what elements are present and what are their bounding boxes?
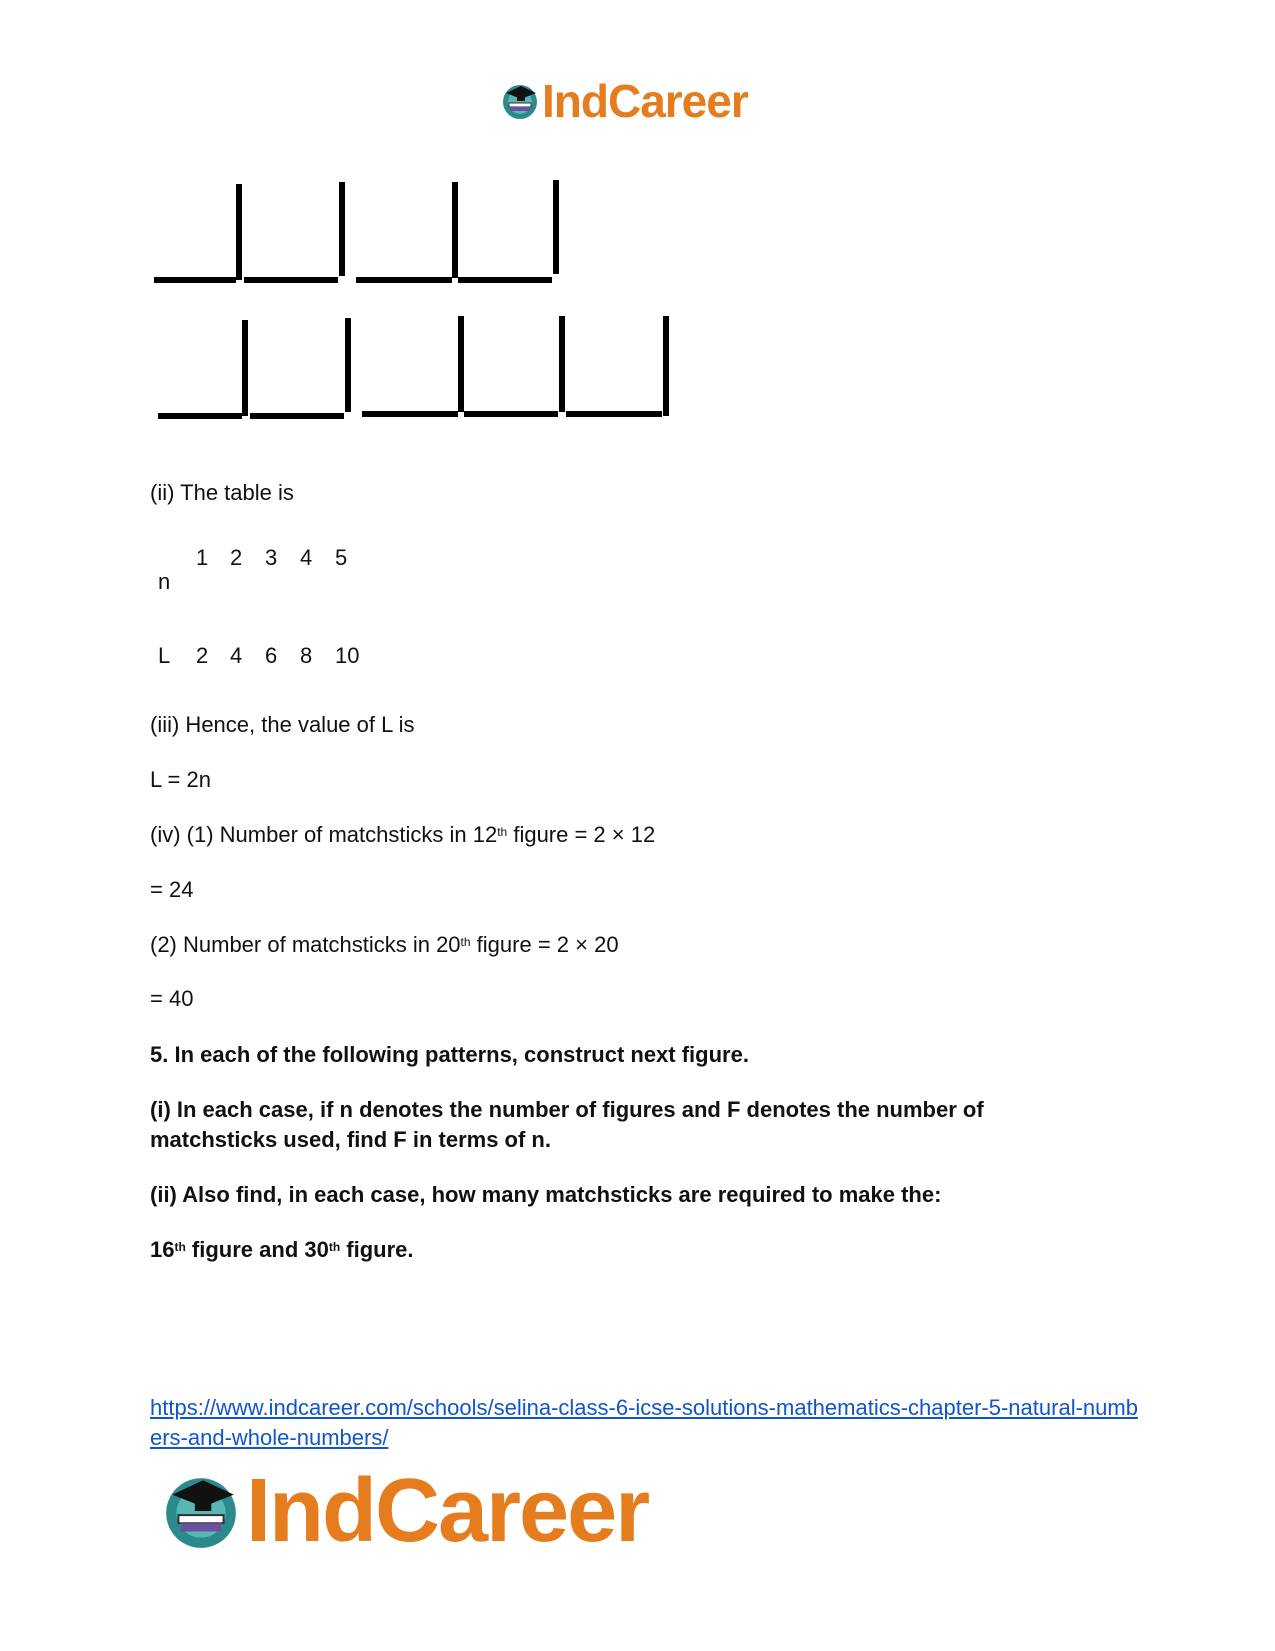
result-40-text: = 40	[150, 986, 194, 1011]
graduation-book-icon	[500, 81, 540, 121]
question-5-figures: 16th figure and 30th figure.	[150, 1237, 414, 1262]
question-5-title: 5. In each of the following patterns, construct next figure.	[150, 1042, 749, 1067]
formula-text: L = 2n	[150, 767, 211, 792]
matchsticks-20th-text: (2) Number of matchsticks in 20th figure = 2 × 20	[150, 932, 619, 957]
table-cell: 4	[300, 545, 313, 570]
table-intro: (ii) The table is	[150, 480, 294, 505]
result-24-text: = 24	[150, 877, 194, 902]
table-cell: 1	[196, 545, 209, 570]
header-logo	[500, 75, 748, 127]
question-5-part-ii: (ii) Also find, in each case, how many matchsticks are required to make the:	[150, 1182, 942, 1207]
logo-text: IndCareer	[246, 1461, 649, 1561]
table-cell: 4	[230, 643, 243, 668]
table-cell: 6	[265, 643, 278, 668]
table-cell: 2	[230, 545, 243, 570]
matchstick-pattern-figure	[150, 180, 690, 440]
table-cell: 8	[300, 643, 313, 668]
question-5-part-i-line-2: matchsticks used, find F in terms of n.	[150, 1127, 551, 1152]
source-url-link[interactable]: https://www.indcareer.com/schools/selina-class-6-icse-solutions-mathematics-chapter-5-natural-numbers-and-whole-numbers/	[150, 1395, 1138, 1450]
table-row-label-n: n	[158, 569, 171, 594]
matchsticks-12th-text: (iv) (1) Number of matchsticks in 12th figure = 2 × 12	[150, 822, 656, 847]
table-cell: 2	[196, 643, 209, 668]
question-5-part-i-line-1: (i) In each case, if n denotes the number of figures and F denotes the number of	[150, 1097, 984, 1122]
table-row-label-l: L	[158, 643, 171, 668]
table-cell: 5	[335, 545, 348, 570]
footer-logo	[160, 1461, 649, 1561]
table-cell: 3	[265, 545, 278, 570]
logo-text: IndCareer	[542, 75, 748, 127]
graduation-book-icon	[160, 1470, 242, 1552]
hence-text: (iii) Hence, the value of L is	[150, 712, 415, 737]
table-cell: 10	[335, 643, 360, 668]
